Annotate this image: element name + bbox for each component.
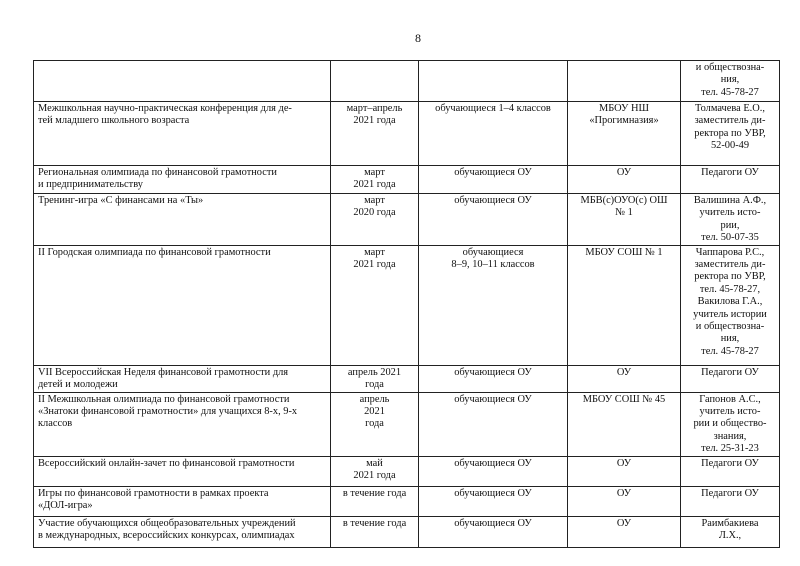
cell-text-line: «ДОЛ-игра» bbox=[38, 500, 93, 512]
participants-cell bbox=[419, 392, 568, 456]
responsible-cell bbox=[681, 194, 780, 246]
cell-text-line: МБОУ СОШ № 1 bbox=[585, 246, 663, 258]
cell-text-line: Л.Х., bbox=[718, 530, 742, 542]
cell-text-line: 2021 года bbox=[353, 470, 396, 482]
cell-text-line: и обществозна- bbox=[695, 321, 765, 333]
dates-cell bbox=[331, 456, 419, 486]
responsible-cell bbox=[681, 102, 780, 166]
cell-text-line: № 1 bbox=[615, 207, 633, 219]
cell-text-line: рии и общество- bbox=[693, 418, 767, 430]
participants-cell bbox=[419, 194, 568, 246]
cell-text-line: обучающиеся ОУ bbox=[454, 366, 532, 378]
cell-text-line: тел. 45-78-27 bbox=[701, 345, 759, 357]
cell-text-line: ректора по УВР, bbox=[694, 271, 766, 283]
cell-text-line: 52-00-49 bbox=[710, 140, 750, 152]
cell-text-line: ния, bbox=[720, 74, 740, 86]
venue-cell bbox=[568, 365, 681, 392]
cell-text-line: МБОУ НШ bbox=[599, 103, 649, 114]
cell-text-line: МБВ(с)ОУО(с) ОШ bbox=[580, 195, 668, 206]
cell-text-line: ОУ bbox=[616, 366, 632, 378]
cell-text-line: ния, bbox=[720, 333, 740, 345]
event-name-cell bbox=[34, 166, 331, 194]
event-name-cell bbox=[34, 516, 331, 547]
cell-text-line: обучающиеся ОУ bbox=[454, 487, 532, 499]
venue-cell bbox=[568, 392, 681, 456]
page-number: 8 bbox=[415, 31, 421, 45]
cell-text-line: Педагоги ОУ bbox=[701, 167, 759, 178]
cell-text-line: Толмачева Е.О., bbox=[695, 103, 765, 114]
cell-text-line: II Межшкольная олимпиада по финансовой грамотности bbox=[38, 393, 290, 405]
cell-text-line: обучающиеся ОУ bbox=[454, 167, 532, 178]
events-table bbox=[33, 60, 780, 548]
table-row bbox=[34, 166, 780, 194]
event-name-cell bbox=[34, 486, 331, 516]
cell-text-line: ОУ bbox=[616, 167, 632, 178]
dates-cell bbox=[331, 61, 419, 102]
venue-cell bbox=[568, 194, 681, 246]
dates-cell bbox=[331, 365, 419, 392]
cell-text-line: обучающиеся 1–4 классов bbox=[435, 103, 551, 114]
participants-cell bbox=[419, 102, 568, 166]
cell-text-line: в международных, всероссийских конкурсах, олимпиадах bbox=[38, 530, 295, 542]
cell-text-line: знания, bbox=[713, 430, 747, 442]
dates-cell bbox=[331, 166, 419, 194]
cell-text-line: заместитель ди- bbox=[694, 115, 766, 127]
cell-text-line: тей младшего школьного возраста bbox=[38, 115, 190, 127]
dates-cell bbox=[331, 245, 419, 365]
responsible-cell bbox=[681, 392, 780, 456]
event-name-cell bbox=[34, 245, 331, 365]
cell-text-line: Игры по финансовой грамотности в рамках проекта bbox=[38, 487, 269, 499]
cell-text-line: учитель исто- bbox=[699, 406, 761, 418]
cell-text-line: Педагоги ОУ bbox=[701, 487, 759, 499]
dates-cell bbox=[331, 516, 419, 547]
responsible-cell bbox=[681, 456, 780, 486]
cell-text-line: тел. 25-31-23 bbox=[701, 443, 759, 455]
cell-text-line: и предпринимательству bbox=[38, 179, 143, 191]
cell-text-line: апрель bbox=[359, 393, 390, 405]
dates-cell bbox=[331, 102, 419, 166]
responsible-cell bbox=[681, 516, 780, 547]
responsible-cell bbox=[681, 486, 780, 516]
cell-text-line: Всероссийский онлайн-зачет по финансовой грамотности bbox=[38, 457, 295, 469]
cell-text-line: май bbox=[366, 457, 383, 469]
cell-text-line: года bbox=[365, 379, 384, 391]
event-name-cell bbox=[34, 456, 331, 486]
cell-text-line: тел. 50-07-35 bbox=[701, 232, 759, 244]
table-row bbox=[34, 456, 780, 486]
cell-text-line: заместитель ди- bbox=[694, 259, 766, 271]
venue-cell bbox=[568, 245, 681, 365]
cell-text-line: ректора по УВР, bbox=[694, 127, 766, 139]
participants-cell bbox=[419, 516, 568, 547]
cell-text-line: в течение года bbox=[342, 517, 407, 529]
cell-text-line: апрель 2021 bbox=[347, 366, 402, 378]
cell-text-line: обучающиеся bbox=[462, 246, 524, 258]
venue-cell bbox=[568, 486, 681, 516]
cell-text-line: учитель истории bbox=[693, 308, 767, 320]
cell-text-line: 8–9, 10–11 классов bbox=[451, 259, 535, 271]
dates-cell bbox=[331, 486, 419, 516]
venue-cell bbox=[568, 166, 681, 194]
cell-text-line: Чаппарова Р.С., bbox=[695, 246, 765, 258]
cell-text-line: «Знатоки финансовой грамотности» для учащихся 8-х, 9-х bbox=[38, 406, 298, 418]
participants-cell bbox=[419, 365, 568, 392]
cell-text-line: в течение года bbox=[342, 487, 407, 499]
dates-cell bbox=[331, 392, 419, 456]
cell-text-line: 2021 bbox=[364, 406, 385, 418]
responsible-cell bbox=[681, 245, 780, 365]
table-row bbox=[34, 486, 780, 516]
venue-cell bbox=[568, 61, 681, 102]
cell-text-line: года bbox=[365, 418, 384, 430]
cell-text-line: тел. 45-78-27 bbox=[701, 86, 759, 98]
cell-text-line: Вакилова Г.А., bbox=[697, 296, 763, 308]
cell-text-line: Тренинг-игра «С финансами на «Ты» bbox=[38, 195, 204, 206]
cell-text-line: Участие обучающихся общеобразовательных учреждений bbox=[38, 517, 296, 529]
dates-cell bbox=[331, 194, 419, 246]
cell-text-line: VII Всероссийская Неделя финансовой грамотности для bbox=[38, 366, 289, 378]
venue-cell bbox=[568, 516, 681, 547]
event-name-cell bbox=[34, 61, 331, 102]
cell-text-line: ОУ bbox=[616, 457, 632, 469]
cell-text-line: ОУ bbox=[616, 487, 632, 499]
participants-cell bbox=[419, 166, 568, 194]
cell-text-line: 2021 года bbox=[353, 179, 396, 191]
cell-text-line: обучающиеся ОУ bbox=[454, 457, 532, 469]
table-row bbox=[34, 194, 780, 246]
cell-text-line: Педагоги ОУ bbox=[701, 457, 759, 469]
responsible-cell bbox=[681, 166, 780, 194]
cell-text-line: Валишина А.Ф., bbox=[693, 195, 767, 206]
table-row bbox=[34, 61, 780, 102]
table-row bbox=[34, 102, 780, 166]
cell-text-line: II Городская олимпиада по финансовой грамотности bbox=[38, 246, 271, 258]
cell-text-line: март bbox=[364, 195, 385, 206]
events-table-body bbox=[34, 61, 780, 548]
cell-text-line: учитель исто- bbox=[699, 207, 761, 219]
cell-text-line: Региональная олимпиада по финансовой грамотности bbox=[38, 167, 277, 178]
cell-text-line: март–апрель bbox=[346, 103, 403, 114]
cell-text-line: март bbox=[364, 246, 385, 258]
event-name-cell bbox=[34, 102, 331, 166]
cell-text-line: детей и молодежи bbox=[38, 379, 118, 391]
cell-text-line: «Прогимназия» bbox=[589, 115, 659, 127]
cell-text-line: 2020 года bbox=[353, 207, 396, 219]
table-row bbox=[34, 365, 780, 392]
cell-text-line: обучающиеся ОУ bbox=[454, 517, 532, 529]
participants-cell bbox=[419, 61, 568, 102]
event-name-cell bbox=[34, 392, 331, 456]
cell-text-line: классов bbox=[38, 418, 73, 430]
table-row bbox=[34, 245, 780, 365]
participants-cell bbox=[419, 486, 568, 516]
cell-text-line: Межшкольная научно-практическая конференция для де- bbox=[38, 103, 292, 114]
cell-text-line: 2021 года bbox=[353, 259, 396, 271]
responsible-cell bbox=[681, 61, 780, 102]
cell-text-line: МБОУ СОШ № 45 bbox=[582, 393, 666, 405]
event-name-cell bbox=[34, 365, 331, 392]
cell-text-line: Раимбакиева bbox=[701, 517, 759, 529]
cell-text-line: март bbox=[364, 167, 385, 178]
cell-text-line: и обществозна- bbox=[695, 62, 765, 73]
cell-text-line: обучающиеся ОУ bbox=[454, 393, 532, 405]
participants-cell bbox=[419, 245, 568, 365]
cell-text-line: Гапонов А.С., bbox=[699, 393, 761, 405]
responsible-cell bbox=[681, 365, 780, 392]
event-name-cell bbox=[34, 194, 331, 246]
participants-cell bbox=[419, 456, 568, 486]
venue-cell bbox=[568, 102, 681, 166]
table-row bbox=[34, 516, 780, 547]
cell-text-line: ОУ bbox=[616, 517, 632, 529]
cell-text-line: тел. 45-78-27, bbox=[699, 283, 761, 295]
cell-text-line: обучающиеся ОУ bbox=[454, 195, 532, 206]
cell-text-line: Педагоги ОУ bbox=[701, 366, 759, 378]
cell-text-line: рии, bbox=[720, 219, 740, 231]
cell-text-line: 2021 года bbox=[353, 115, 396, 127]
table-row bbox=[34, 392, 780, 456]
venue-cell bbox=[568, 456, 681, 486]
